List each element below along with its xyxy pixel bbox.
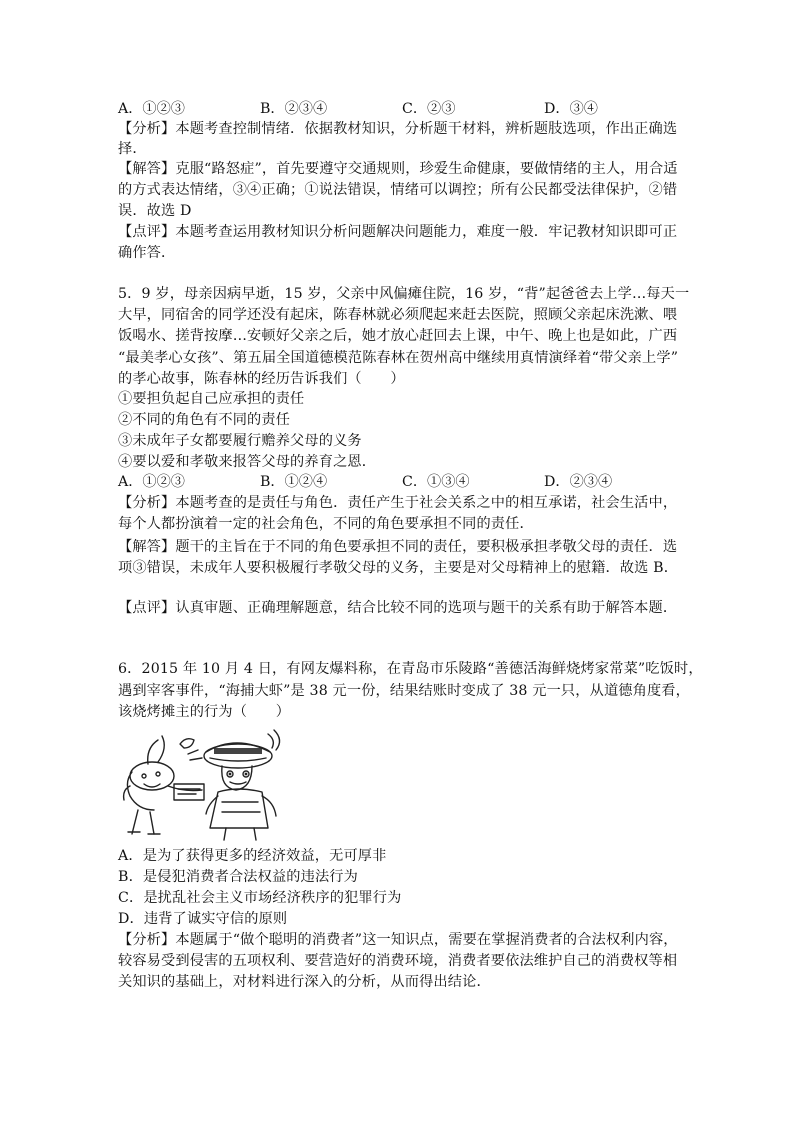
q5-stem-line-1: 5．9 岁，母亲因病早逝，15 岁，父亲中风偏瘫住院，16 岁，“背”起爸爸去上学…每天一: [118, 286, 690, 302]
q6-analysis-line-3: 关知识的基础上，对材料进行深入的分析，从而得出结论．: [118, 974, 491, 990]
q5-option-a: A．①②③: [118, 474, 185, 490]
q6-option-c: C．是扰乱社会主义市场经济秩序的犯罪行为: [118, 890, 402, 906]
q5-stem-line-4: “最美孝心女孩”、第五届全国道德模范陈春林在贺州高中继续用真情演绎着“带父亲上学”: [118, 350, 679, 366]
q5-stem-line-5: 的孝心故事，陈春林的经历告诉我们（ ）: [118, 371, 405, 387]
q5-stem-line-3: 饭喝水、搓背按摩…安顿好父亲之后，她才放心赶回去上课，中午、晚上也是如此，广西: [118, 328, 678, 344]
q5-answer-line-2: 项③错误，未成年人要积极履行孝敬父母的义务，主要是对父母精神上的慰籍．故选 B．: [118, 560, 679, 576]
q4-option-a: A．①②③: [118, 101, 185, 117]
q5-stem-line-2: 大早，同宿舍的同学还没有起床，陈春林就必须爬起来赶去医院，照顾父亲起床洗漱、喂: [118, 307, 678, 323]
q6-stem-line-3: 该烧烤摊主的行为（ ）: [118, 704, 291, 720]
q4-analysis-line-1: 【分析】本题考查控制情绪．依据教材知识，分析题干材料，辨析题肢选项，作出正确选: [118, 121, 678, 137]
q4-answer-line-2: 的方式表达情绪，③④正确；①说法错误，情绪可以调控；所有公民都受法律保护，②错: [118, 182, 678, 198]
q5-statement-3: ③未成年子女都要履行赡养父母的义务: [118, 433, 362, 449]
q6-option-d: D．违背了诚实守信的原则: [118, 911, 288, 927]
q6-stem-line-1: 6．2015 年 10 月 4 日，有网友爆料称，在青岛市乐陵路“善德活海鲜烧烤家常菜”吃饭时，: [118, 661, 703, 677]
q4-option-b: B．②③④: [260, 101, 328, 117]
q5-comment-line-1: 【点评】认真审题、正确理解题意，结合比较不同的选项与题干的关系有助于解答本题．: [118, 600, 678, 616]
q5-statement-1: ①要担负起自己应承担的责任: [118, 391, 305, 407]
q4-option-c: C．②③: [402, 101, 456, 117]
q5-option-c: C．①③④: [402, 474, 470, 490]
q6-analysis-line-2: 较容易受到侵害的五项权利、要营造好的消费环境，消费者要依法维护自己的消费权等相: [118, 953, 678, 969]
q6-stem-line-2: 遇到宰客事件，“海捕大虾”是 38 元一份，结果结账时变成了 38 元一只，从道德角度看，: [118, 683, 690, 699]
q5-analysis-line-1: 【分析】本题考查的是责任与角色．责任产生于社会关系之中的相互承诺，社会生活中，: [118, 495, 678, 511]
q5-option-d: D．②③④: [544, 474, 613, 490]
q5-answer-line-1: 【解答】题干的主旨在于不同的角色要承担不同的责任，要积极承担孝敬父母的责任．选: [118, 539, 678, 555]
q6-option-b: B．是侵犯消费者合法权益的违法行为: [118, 869, 358, 885]
q6-analysis-line-1: 【分析】本题属于“做个聪明的消费者”这一知识点，需要在掌握消费者的合法权利内容，: [118, 932, 678, 948]
shrimp-cartoon-illustration: [118, 724, 290, 842]
q6-option-a: A．是为了获得更多的经济效益，无可厚非: [118, 848, 387, 864]
q4-option-d: D．③④: [544, 101, 598, 117]
q5-statement-2: ②不同的角色有不同的责任: [118, 412, 291, 428]
q4-answer-line-3: 误．故选 D: [118, 203, 192, 219]
q5-analysis-line-2: 每个人都扮演着一定的社会角色，不同的角色要承担不同的责任．: [118, 516, 534, 532]
q4-answer-line-1: 【解答】克服“路怒症”，首先要遵守交通规则，珍爱生命健康，要做情绪的主人，用合适: [118, 161, 678, 177]
q5-option-b: B．①②④: [260, 474, 328, 490]
q4-comment-line-2: 确作答．: [118, 245, 176, 261]
q4-comment-line-1: 【点评】本题考查运用教材知识分析问题解决问题能力，难度一般．牢记教材知识即可正: [118, 224, 678, 240]
q5-statement-4: ④要以爱和孝敬来报答父母的养育之恩．: [118, 454, 377, 470]
q4-analysis-line-2: 择．: [118, 141, 147, 157]
